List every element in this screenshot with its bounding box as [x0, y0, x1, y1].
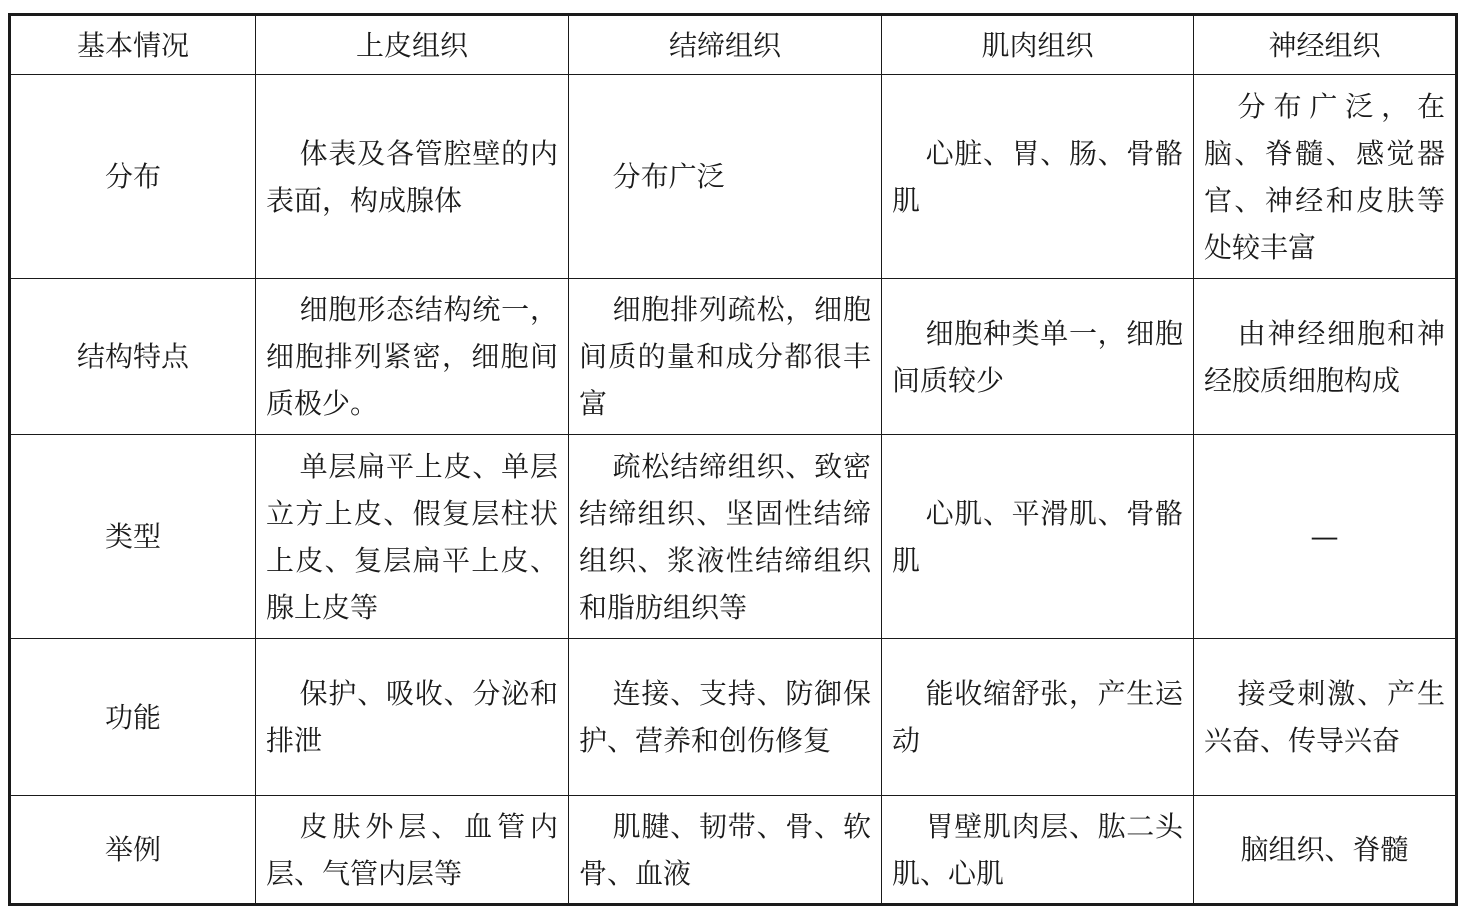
table-cell: 胃壁肌肉层、肱二头肌、心肌: [882, 796, 1194, 905]
table-cell: 连接、支持、防御保护、营养和创伤修复: [569, 639, 882, 796]
table-row-structure: [10, 279, 1457, 435]
table-cell: 细胞排列疏松，细胞间质的量和成分都很丰富: [569, 279, 882, 435]
table-cell: 疏松结缔组织、致密结缔组织、坚固性结缔组织、浆液性结缔组织和脂肪组织等: [569, 435, 882, 639]
table-cell: 心肌、平滑肌、骨骼肌: [882, 435, 1194, 639]
row-label: 类型: [10, 435, 256, 639]
table-cell: —: [1194, 435, 1457, 639]
table-cell: 由神经细胞和神经胶质细胞构成: [1194, 279, 1457, 435]
table-cell: 分布广泛，在脑、脊髓、感觉器官、神经和皮肤等处较丰富: [1194, 75, 1457, 279]
tissue-comparison-table: [8, 13, 1458, 906]
table-row-distribution: [10, 75, 1457, 279]
table-cell: 细胞形态结构统一，细胞排列紧密，细胞间质极少。: [256, 279, 569, 435]
row-label: 分布: [10, 75, 256, 279]
table-cell: 心脏、胃、肠、骨骼肌: [882, 75, 1194, 279]
header-connective-tissue: 结缔组织: [569, 15, 882, 75]
header-epithelial-tissue: 上皮组织: [256, 15, 569, 75]
table-cell: 体表及各管腔壁的内表面，构成腺体: [256, 75, 569, 279]
table-cell: 细胞种类单一，细胞间质较少: [882, 279, 1194, 435]
header-row: [10, 15, 1457, 75]
row-label: 结构特点: [10, 279, 256, 435]
table-cell: 接受刺激、产生兴奋、传导兴奋: [1194, 639, 1457, 796]
row-label: 举例: [10, 796, 256, 905]
row-label: 功能: [10, 639, 256, 796]
table-row-types: [10, 435, 1457, 639]
table-row-function: [10, 639, 1457, 796]
header-nervous-tissue: 神经组织: [1194, 15, 1457, 75]
table-cell: 能收缩舒张，产生运动: [882, 639, 1194, 796]
table-cell: 单层扁平上皮、单层立方上皮、假复层柱状上皮、复层扁平上皮、腺上皮等: [256, 435, 569, 639]
header-basic-info: 基本情况: [10, 15, 256, 75]
table-row-examples: [10, 796, 1457, 905]
table-cell: 保护、吸收、分泌和排泄: [256, 639, 569, 796]
table-cell: 脑组织、脊髓: [1194, 796, 1457, 905]
table-cell: 肌腱、韧带、骨、软骨、血液: [569, 796, 882, 905]
header-muscle-tissue: 肌肉组织: [882, 15, 1194, 75]
table-cell: 皮肤外层、血管内层、气管内层等: [256, 796, 569, 905]
table-cell: 分布广泛: [569, 75, 882, 279]
